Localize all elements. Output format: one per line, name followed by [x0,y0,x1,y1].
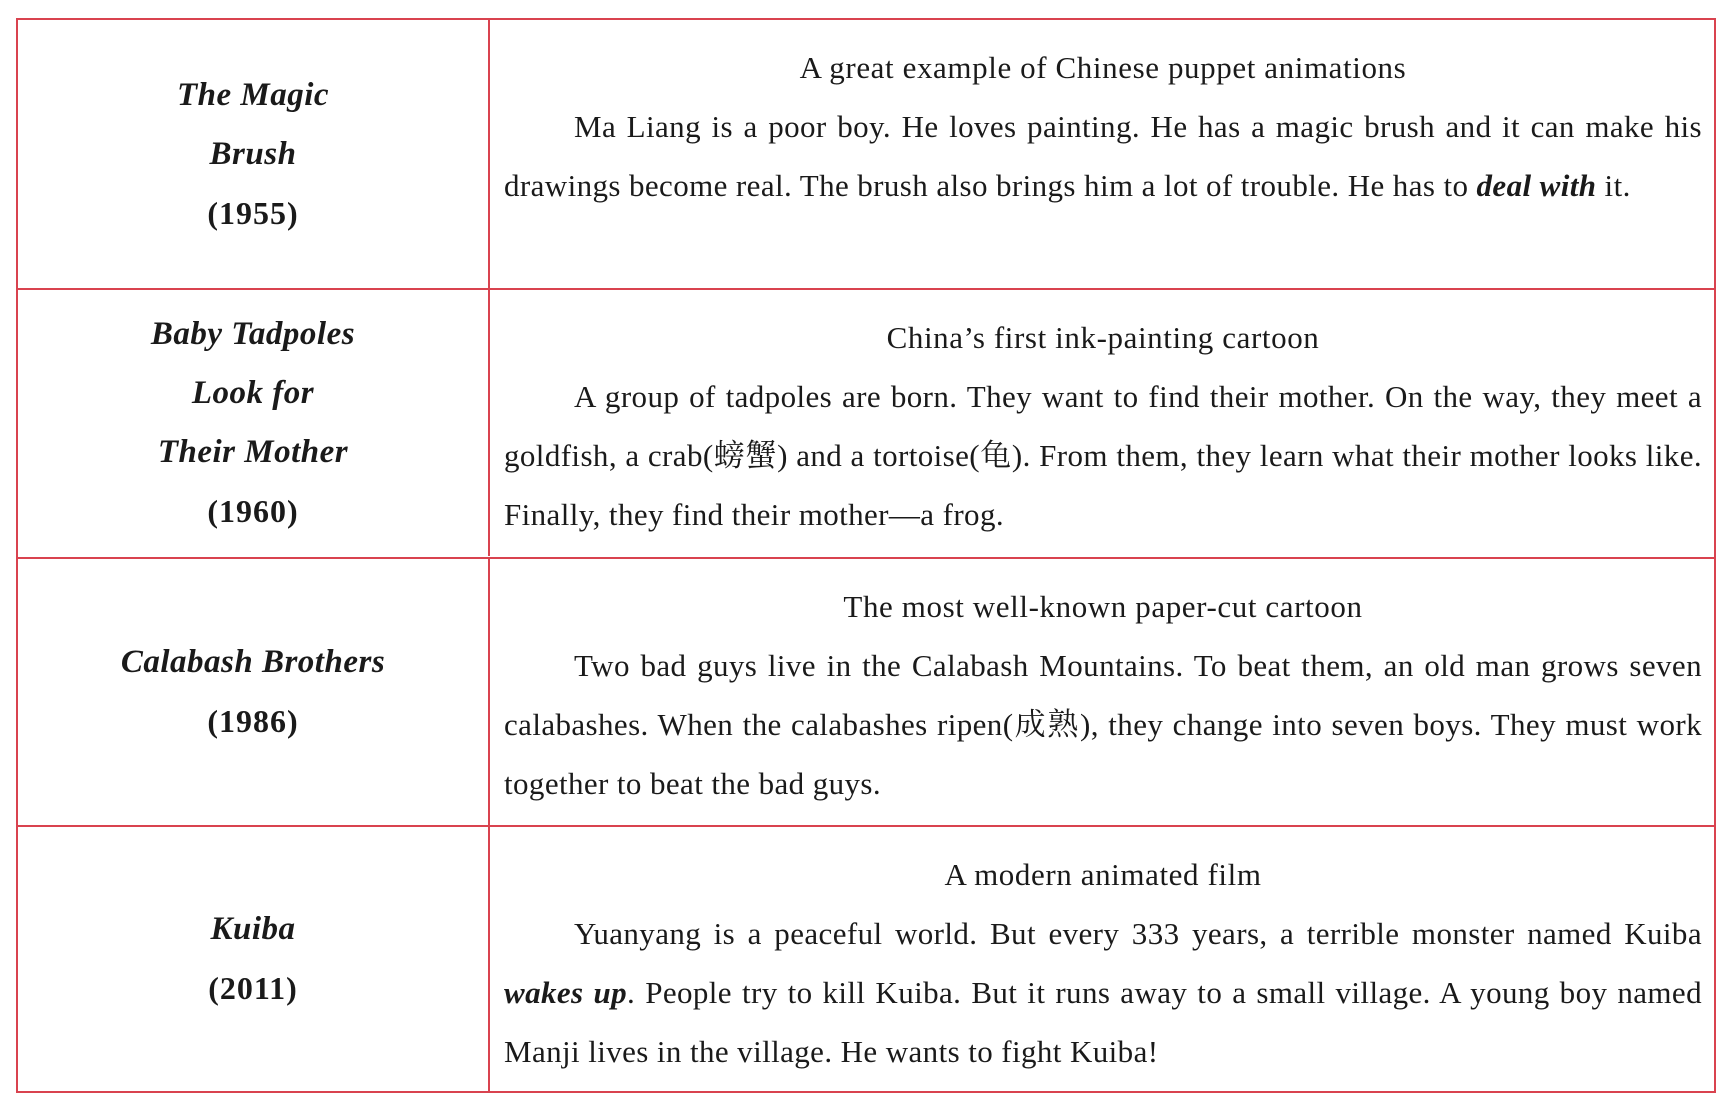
film-subtitle: A great example of Chinese puppet animations [799,50,1407,85]
film-description [504,636,1702,813]
description-text: it. [1596,168,1631,203]
description-text: Two bad guys live in the Calabash Mountains. To beat them, an old man grows seven calabashes. When the calabashes ripen(成熟), they change into seven boys. They must work together to beat the bad guys. [504,648,1702,801]
table-row [18,825,1714,1091]
key-phrase: wakes up [504,975,628,1010]
table-row [18,20,1714,288]
film-description-cell [490,20,1714,288]
film-title-line: The Magic [176,76,330,113]
key-phrase: deal with [1476,168,1597,203]
description-text: Yuanyang is a peaceful world. But every 333 years, a terrible monster named Kuiba [574,916,1702,951]
film-description-cell [490,559,1714,825]
film-title-cell [18,20,490,288]
film-subtitle: A modern animated film [944,857,1262,892]
film-description [504,367,1702,544]
cartoon-table [16,18,1716,1093]
film-title-cell [18,290,490,556]
film-title-line: Kuiba [210,911,296,947]
film-subtitle: China’s first ink-painting cartoon [886,320,1320,355]
film-title-line: Brush [209,135,297,172]
film-title-line: Their Mother [157,434,349,470]
film-title-line: Baby Tadpoles [150,316,356,352]
film-description-cell [490,290,1714,556]
film-subtitle: The most well-known paper-cut cartoon [843,589,1363,624]
film-description [504,97,1702,215]
film-year: (1955) [207,194,299,231]
description-text: . People try to kill Kuiba. But it runs away to a small village. A young boy named Manji lives in the village. He wants to fight Kuiba! [504,975,1702,1069]
film-description-cell [490,827,1714,1091]
film-year: (1986) [207,703,299,739]
table-row [18,557,1714,825]
film-title-line: Calabash Brothers [120,644,386,680]
film-title-cell [18,827,490,1091]
film-description [504,904,1702,1081]
description-text: Ma Liang is a poor boy. He loves painting. He has a magic brush and it can make his drawings become real. The brush also brings him a lot of trouble. He has to [504,109,1702,203]
film-title-line: Look for [191,375,315,411]
film-year: (1960) [207,493,299,529]
film-year: (2011) [208,970,298,1006]
film-title-cell [18,559,490,825]
table-row [18,288,1714,556]
description-text: A group of tadpoles are born. They want to find their mother. On the way, they meet a goldfish, a crab(螃蟹) and a tortoise(龟). From them, they learn what their mother looks like. Finally, they find their mother—a frog. [504,379,1702,532]
